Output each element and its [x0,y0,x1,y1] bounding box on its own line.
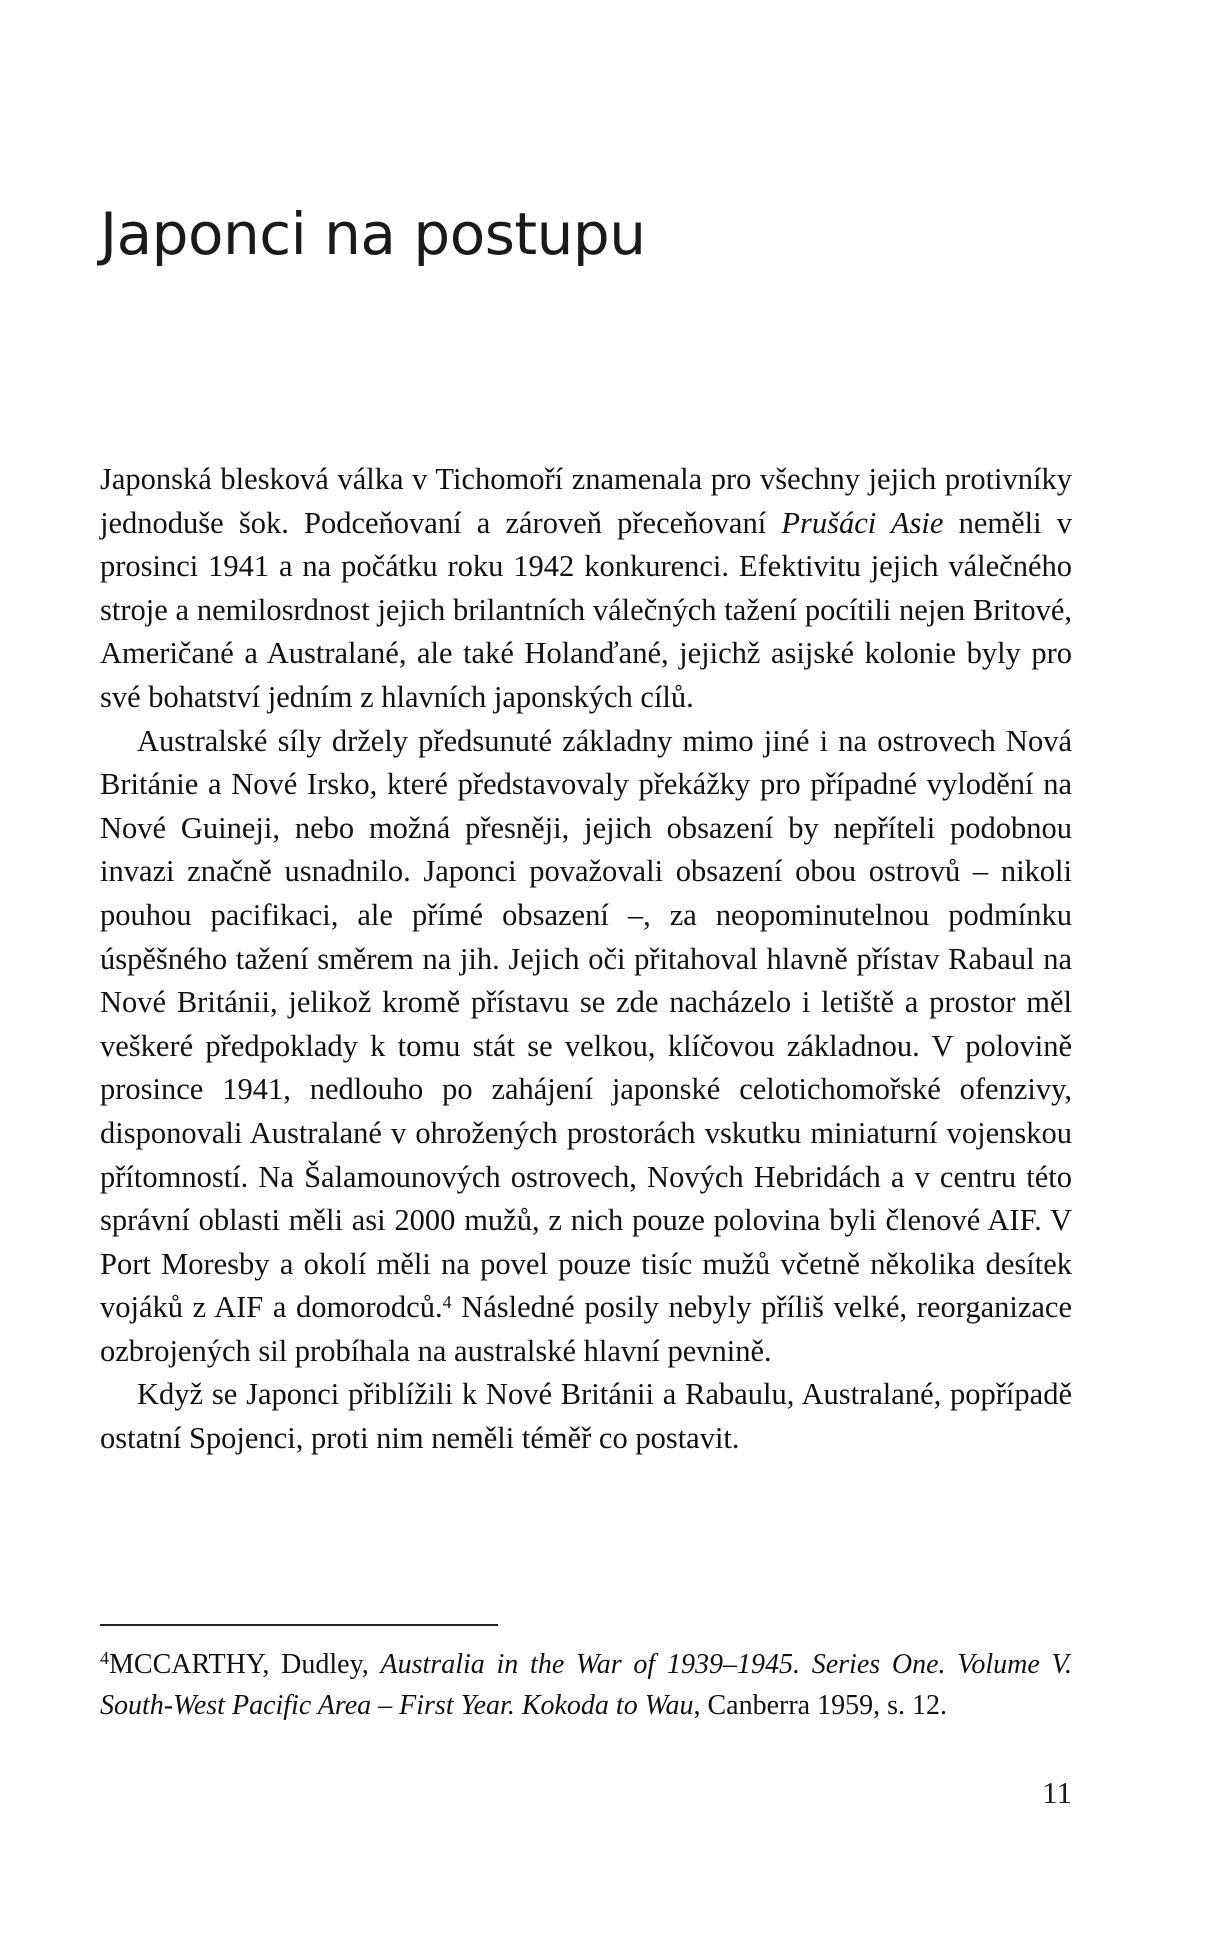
footnote-4 [100,1644,1072,1726]
footnote-work-title: Australia in the War of 1939–1945. Series One. Volume V. South-West Pacific Area – First Year. Kokoda to Wau [100,1649,1072,1721]
body-text [100,458,1072,1461]
chapter-title: Japonci na postupu [100,200,646,268]
page-number: 11 [1042,1775,1072,1810]
paragraph-2-text-b: Následné posily nebyly příliš velké, reorganizace ozbrojených sil probíhala na australské hlavní pevnině. [100,1290,1072,1368]
paragraph-1-text-b: neměli v prosinci 1941 a na počátku roku 1942 konkurenci. Efektivitu jejich válečného stroje a nemilosrdnost jejich brilantních válečných tažení pocítili nejen Britové, Američané a Australané, ale také Holanďané, jejichž asijské kolonie byly pro své bohatství jedním z hlavních japonských cílů. [100,505,1073,714]
paragraph-1 [100,458,1072,720]
paragraph-3: Když se Japonci přiblížili k Nové Británii a Rabaulu, Australané, popřípadě ostatní Spojenci, proti nim neměli téměř co postavit. [100,1377,1072,1456]
footnote-number: 4 [100,1648,109,1668]
paragraph-2-text-a: Australské síly držely předsunuté základny mimo jiné i na ostrovech Nová Británie a Nové Irsko, které představovaly překážky pro případné vylodění na Nové Guineji, nebo možná přesněji, jejich obsazení by nepříteli podobnou invazi značně usnadnilo. Japonci považovali obsazení obou ostrovů – nikoli pouhou pacifikaci, ale přímé obsazení –, za neopominutelnou podmínku úspěšného tažení směrem na jih. Jejich oči přitahoval hlavně přístav Rabaul na Nové Británii, jelikož kromě přístavu se zde nacházelo i letiště a prostor měl veškeré předpoklady k tomu stát se velkou, klíčovou základnou. V polovině prosince 1941, nedlouho po zahájení japonské celotichomořské ofenzivy, disponovali Australané v ohrožených prostorách vskutku miniaturní vojenskou přítomností. Na Šalamounových ostrovech, Nových Hebridách a v centru této správní oblasti měli asi 2000 mužů, z nich pouze polovina byli členové AIF. V Port Moresby a okolí měli na povel pouze tisíc mužů včetně několika desítek vojáků z AIF a domorodců. [100,723,1072,1325]
footnote-publication: , Canberra 1959, s. 12. [693,1690,947,1721]
footnote-divider [100,1624,498,1626]
footnotes [100,1644,1072,1726]
footnote-reference[interactable]: 4 [442,1292,452,1313]
paragraph-1-text-a: Japonská blesková válka v Tichomoří znamenala pro všechny jejich protivníky jednoduše šok. Podceňovaní a zároveň přeceňovaní [100,462,1072,540]
footnote-author: MCCARTHY, Dudley, [109,1649,381,1680]
paragraph-2 [100,720,1072,1374]
paragraph-1-italic: Prušáci Asie [781,505,944,540]
